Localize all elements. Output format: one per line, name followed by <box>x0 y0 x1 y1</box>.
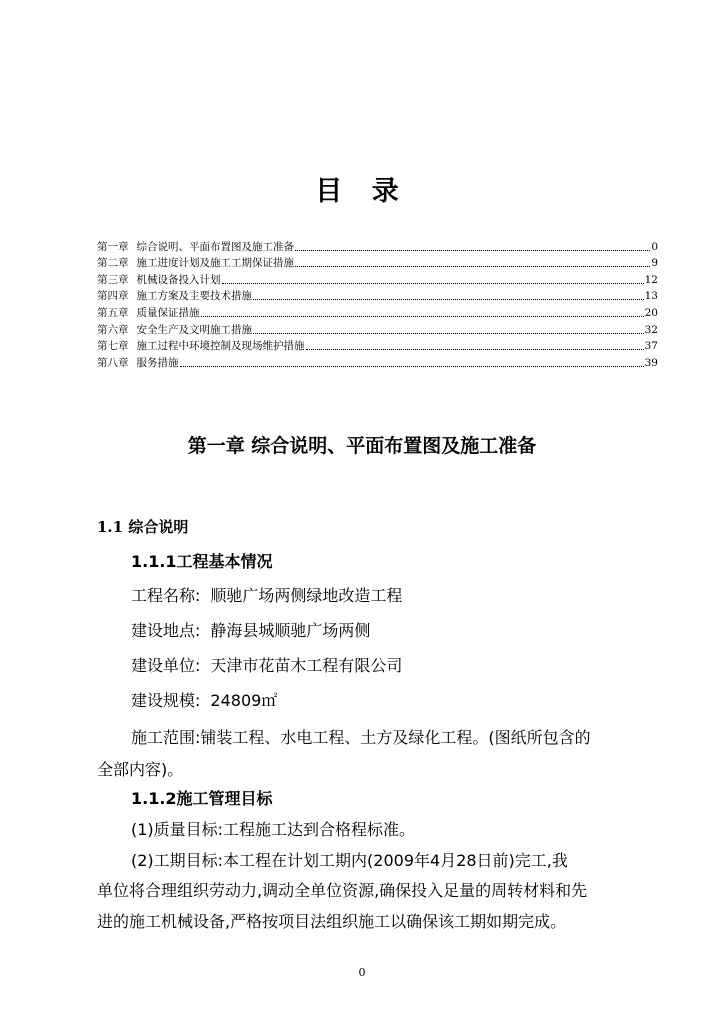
toc-entry-title: 综合说明、平面布置图及施工准备 <box>136 240 294 253</box>
toc-page-number: 32 <box>644 323 658 336</box>
toc-page-number: 9 <box>651 257 658 270</box>
scale-line <box>131 689 277 713</box>
field-value: 天津市花苗木工程有限公司 <box>210 656 403 675</box>
toc-entry-title: 施工进度计划及施工工期保证措施 <box>136 257 294 270</box>
toc-chapter-label: 第七章 <box>97 340 129 353</box>
page-number: 0 <box>358 966 366 979</box>
toc-page-number: 37 <box>644 340 658 353</box>
toc-entry[interactable] <box>97 338 658 355</box>
project-name-line <box>131 584 402 608</box>
toc-entry-title: 服务措施 <box>136 356 179 369</box>
toc-entry[interactable] <box>97 288 658 305</box>
goal-text-line: 进的施工机械设备,严格按项目法组织施工以确保该工期如期完成。 <box>97 912 567 931</box>
toc-title: 目 录 <box>315 176 409 207</box>
subsection-heading: 1.1.1工程基本情况 <box>131 552 273 571</box>
toc-chapter-label: 第四章 <box>97 290 129 303</box>
toc-dot-leader <box>253 298 644 300</box>
toc-chapter-label: 第一章 <box>97 240 129 253</box>
toc-entry-title: 机械设备投入计划 <box>136 273 221 286</box>
builder-line <box>131 654 402 678</box>
toc-page-number: 20 <box>644 306 658 319</box>
scope-text-line: 全部内容)。 <box>97 760 184 779</box>
goal-text-line: (1)质量目标:工程施工达到合格程标准。 <box>131 820 416 839</box>
goal-text-line: 单位将合理组织劳动力,调动全单位资源,确保投入足量的周转材料和先 <box>97 881 588 900</box>
toc-chapter-label: 第八章 <box>97 356 129 369</box>
field-label: 建设地点: <box>131 621 201 640</box>
toc-dot-leader <box>180 365 644 367</box>
section-number: 1.1 <box>97 518 124 536</box>
toc-entry-title: 质量保证措施 <box>136 306 200 319</box>
toc-entry-title: 安全生产及文明施工措施 <box>136 323 252 336</box>
toc-chapter-label: 第二章 <box>97 257 129 270</box>
field-value: 顺驰广场两侧绿地改造工程 <box>210 586 403 605</box>
toc-page-number: 39 <box>644 356 658 369</box>
toc-dot-leader <box>253 332 644 334</box>
toc-dot-leader <box>295 265 650 267</box>
toc-dot-leader <box>295 249 650 251</box>
toc-entry[interactable] <box>97 354 658 371</box>
toc-entry[interactable] <box>97 255 658 272</box>
goal-text-line: (2)工期目标:本工程在计划工期内(2009年4月28日前)完工,我 <box>131 851 568 870</box>
location-line <box>131 619 370 643</box>
toc-dot-leader <box>201 315 644 317</box>
toc-dot-leader <box>222 282 644 284</box>
toc-entry[interactable] <box>97 238 658 255</box>
toc-entry[interactable] <box>97 304 658 321</box>
field-value: 静海县城顺驰广场两侧 <box>210 621 371 640</box>
field-label: 工程名称: <box>131 586 201 605</box>
toc-entry-title: 施工过程中环境控制及现场维护措施 <box>136 340 305 353</box>
toc-dot-leader <box>306 348 644 350</box>
toc-entry[interactable] <box>97 321 658 338</box>
field-value: 24809㎡ <box>210 691 278 710</box>
toc-chapter-label: 第五章 <box>97 306 129 319</box>
toc-chapter-label: 第六章 <box>97 323 129 336</box>
toc-chapter-label: 第三章 <box>97 273 129 286</box>
field-label: 建设规模: <box>131 691 201 710</box>
scope-text-line: 施工范围:铺装工程、水电工程、土方及绿化工程。(图纸所包含的 <box>131 728 591 747</box>
section-title: 综合说明 <box>128 518 189 536</box>
chapter-heading: 第一章 综合说明、平面布置图及施工准备 <box>187 435 537 457</box>
toc-entry-title: 施工方案及主要技术措施 <box>136 290 252 303</box>
toc-page-number: 12 <box>644 273 658 286</box>
section-heading <box>97 516 188 538</box>
field-label: 建设单位: <box>131 656 201 675</box>
table-of-contents <box>97 238 658 371</box>
toc-entry[interactable] <box>97 271 658 288</box>
toc-page-number: 13 <box>644 290 658 303</box>
subsection-heading: 1.1.2施工管理目标 <box>131 789 273 808</box>
toc-page-number: 0 <box>651 240 658 253</box>
